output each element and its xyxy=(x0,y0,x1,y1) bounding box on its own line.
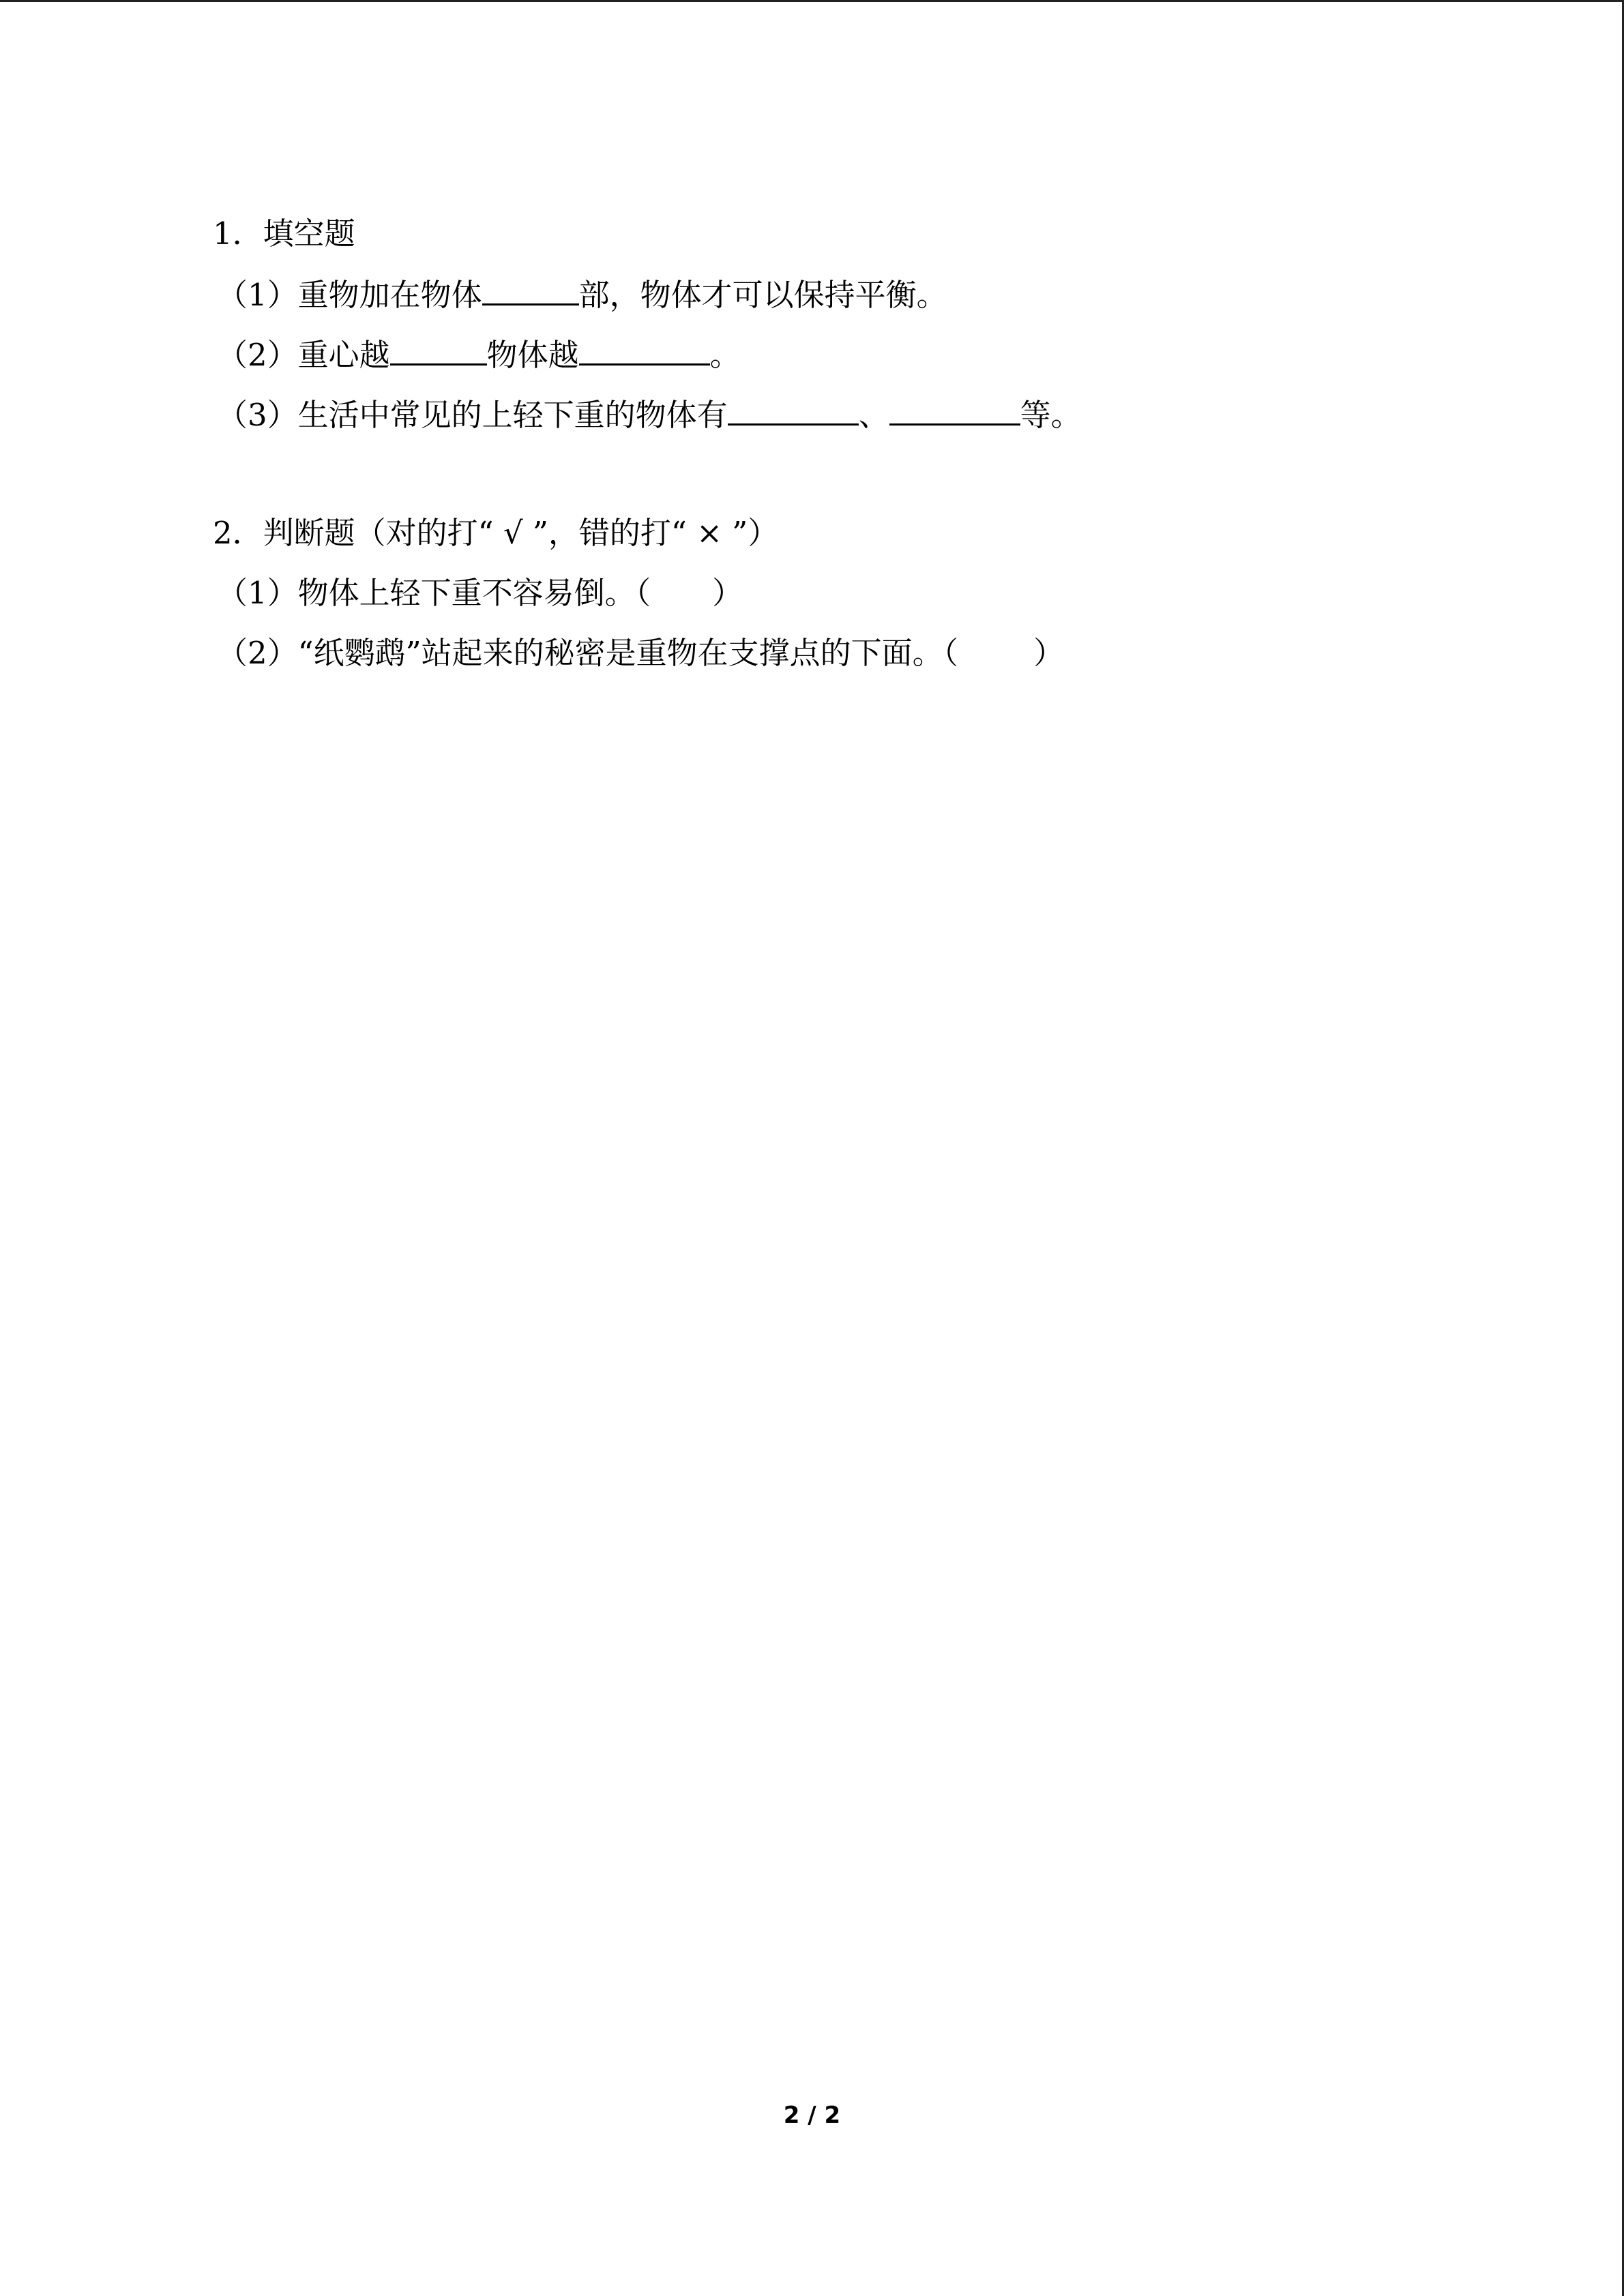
section1-q1-suffix: 部，物体才可以保持平衡。 xyxy=(578,277,947,313)
section1-q2-prefix: （2）重心越 xyxy=(217,337,390,373)
section1-question-3 xyxy=(217,393,1082,436)
section1-question-2 xyxy=(217,333,741,376)
section1-q2-suffix: 。 xyxy=(709,337,741,373)
section1-q3-prefix: （3）生活中常见的上轻下重的物体有 xyxy=(217,397,728,433)
answer-blank[interactable] xyxy=(579,333,710,366)
page-number: 2 / 2 xyxy=(783,2102,841,2129)
section1-question-1 xyxy=(217,273,947,316)
page-border-top xyxy=(0,0,1624,2)
section1-heading: 1．填空题 xyxy=(213,215,355,252)
section2-q1-text: （1）物体上轻下重不容易倒。（ xyxy=(217,575,651,611)
section2-q2-text: （2）“纸鹦鹉”站起来的秘密是重物在支撑点的下面。（ xyxy=(217,635,959,671)
answer-blank[interactable] xyxy=(728,393,859,426)
section1-q2-middle: 物体越 xyxy=(486,337,579,373)
answer-blank[interactable] xyxy=(390,333,487,366)
section2-question-2 xyxy=(217,633,1064,674)
section2-question-1 xyxy=(217,573,743,614)
section1-q3-suffix: 等。 xyxy=(1020,397,1082,433)
section1-q1-prefix: （1）重物加在物体 xyxy=(217,277,482,313)
section1-q3-middle: 、 xyxy=(858,397,889,433)
section2-q2-close: ） xyxy=(1033,635,1065,671)
section2-q1-close: ） xyxy=(712,575,743,611)
answer-blank[interactable] xyxy=(482,273,579,305)
answer-blank[interactable] xyxy=(889,393,1020,426)
section2-heading: 2．判断题（对的打“ √ ”，错的打“ × ”） xyxy=(213,515,779,551)
